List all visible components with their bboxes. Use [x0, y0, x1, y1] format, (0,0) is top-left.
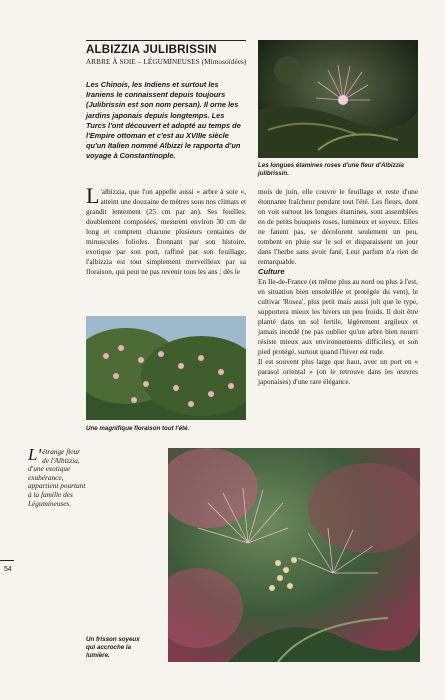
drop-cap: L — [86, 183, 100, 208]
caption-bottom: Un frisson soyeux qui accroche la lumière. — [86, 636, 140, 659]
article-subtitle: ARBRE À SOIE – LÉGUMINEUSES (Mimosoïdées) — [86, 58, 247, 66]
article-intro: Les Chinois, les Indiens et surtout les Iraniens le connaissent depuis toujours (Julibrissin est son nom persan). Il orne les jardins japonais depuis longtemps. Les Turcs l'ont découvert et adopté au temps de l'Empire ottoman et c'est au XVIIIe siècle qu'un Italien nommé Albizzi le rapporta d'un voyage à Constantinople. — [86, 80, 241, 161]
col1-paragraph: 'albizzia, que l'on appelle aussi « arbre à soie », atteint une douzaine de mètres sous nos climats et grandit lentement (25 cm par an). Ses feuilles, doublement composées, mesurent environ 30 cm de long et comptent chacune plusieurs centaines de minuscules folioles. Étonnant par son histoire, exotique par son port, raffiné par son feuillage, l'albizzia est tout simplement merveilleux par sa floraison, qui peut ne pas revenir tous les ans ; dès le — [86, 187, 246, 276]
body-column-2 — [258, 187, 418, 387]
page-number: 54 — [4, 566, 12, 573]
folio-rule — [0, 560, 14, 561]
sidenote-cap: L' — [28, 445, 42, 464]
silky-flowers-photo — [168, 448, 420, 662]
article-title: ALBIZZIA JULIBRISSIN — [86, 44, 217, 56]
top-rule — [86, 40, 246, 41]
culture-heading: Culture — [258, 267, 285, 276]
sidenote-text: étrange fleur de l'Albizzia, d'une exotique exubérance, appartient pourtant à la famille des Légumineuses. — [28, 447, 86, 508]
sidenote — [28, 445, 88, 508]
tree-flowering-photo — [86, 316, 246, 420]
col2-paragraph-2: En Ile-de-France (et même plus au nord ou plus à l'est, en situation bien ensoleillée et protégée du vent), le cultivar 'Rosea', plus petit mais aussi joli que le type, supportera mieux les hivers un peu froids. Il doit être planté dans un sol fertile, légèrement argileux et jamais inondé (ne pas oublier qu'un arbre bien nourri résiste mieux aux environnements difficiles), et son pied protégé, surtout quand l'hiver est rude. — [258, 277, 418, 356]
flower-closeup-photo — [258, 40, 418, 158]
caption-middle-left: Une magnifique floraison tout l'été. — [86, 425, 190, 432]
col2-paragraph-1: mois de juin, elle couvre le feuillage et reste d'une étonnante fraîcheur pendant tout l'été. Les fleurs, dont on voit surtout les longues étamines, sont assemblées en de petits bouquets roses, lumineux et soyeux. Elles ne fanent pas, se décolorent seulement un peu, tombent en pluie sur le sol et disparaissent un jour dans l'herbe sans avoir fané. Leur parfum n'a rien de remarquable. — [258, 187, 418, 266]
caption-top-right: Les longues étamines roses d'une fleur d'Albizzia julibrissin. — [258, 162, 404, 177]
body-column-1 — [86, 183, 246, 277]
col2-paragraph-3: Il est souvent plus large que haut, avec un port en « parasol oriental » (on le retrouve dans les œuvres japonaises) d'une rare élégance. — [258, 357, 418, 386]
